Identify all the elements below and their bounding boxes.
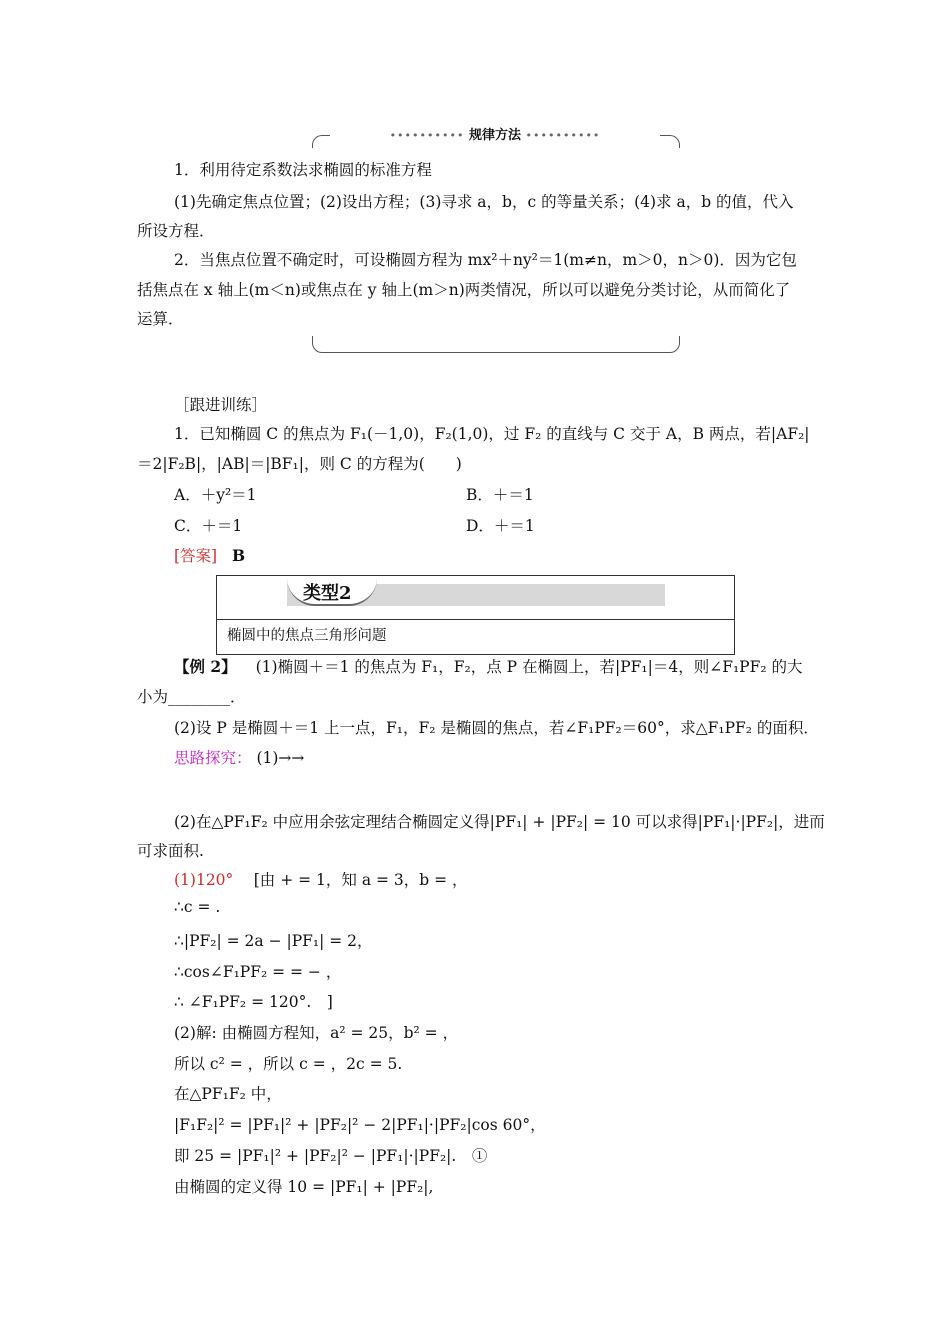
example-label: 【例 2】 [174, 657, 237, 676]
method-line-3: 所设方程． [137, 222, 215, 240]
option-a: A．＋y²＝1 [174, 486, 257, 504]
solution-answer: (1)120° [174, 871, 234, 889]
hint-value: (1)→→ [256, 749, 305, 767]
solution-line-1 [174, 868, 468, 890]
solution-line-4: ∴cos∠F₁PF₂ = = − ， [174, 963, 342, 981]
method-box-bottom-frame [312, 336, 680, 353]
method-line-1: 1．利用待定系数法求椭圆的标准方程 [174, 161, 432, 179]
solution-line-11: 由椭圆的定义得 10 = |PF₁| + |PF₂|, [174, 1178, 434, 1196]
option-b: B．＋＝1 [466, 486, 534, 504]
example-line-2: 小为________． [137, 688, 246, 706]
type-2-tab-label: 类型2 [303, 583, 352, 604]
method-line-6: 运算． [137, 310, 184, 328]
solution-line-10: 即 25 = |PF₁|² + |PF₂|² − |PF₁|·|PF₂|. ① [174, 1147, 488, 1165]
solution-line-9: |F₁F₂|² = |PF₁|² + |PF₂|² − 2|PF₁|·|PF₂|cos 60°， [174, 1116, 546, 1134]
solution-line-7: 所以 c² = ，所以 c = ，2c = 5. [174, 1055, 403, 1073]
solution-line-3: ∴|PF₂| = 2a − |PF₁| = 2， [174, 932, 373, 950]
type-2-divider [217, 619, 734, 620]
practice-q1-line2: ＝2|F₂B|，|AB|＝|BF₁|，则 C 的方程为( ) [137, 455, 462, 473]
method-box-title-text: 规律方法 [468, 128, 521, 143]
solution-line-5: ∴ ∠F₁PF₂ = 120°. ] [174, 993, 333, 1011]
method-line-2: (1)先确定焦点位置；(2)设出方程；(3)寻求 a，b，c 的等量关系；(4)求 a，b 的值，代入 [174, 193, 794, 211]
title-dots-right: •••••••••• [525, 129, 601, 142]
solution-line-8: 在△PF₁F₂ 中， [174, 1085, 282, 1103]
practice-header: ［跟进训练］ [174, 396, 268, 414]
type-2-box [216, 575, 735, 655]
example-line-5: 可求面积. [137, 842, 204, 860]
hint-label: 思路探究： [174, 749, 252, 767]
example-line-1-text: (1)椭圆＋＝1 的焦点为 F₁，F₂，点 P 在椭圆上，若|PF₁|＝4，则∠F₁PF₂ 的大 [255, 658, 803, 676]
method-line-4: 2．当焦点位置不确定时，可设椭圆方程为 mx²＋ny²＝1(m≠n，m＞0，n＞0)．因为它包 [174, 251, 797, 269]
solution-line-2: ∴c = . [174, 898, 221, 916]
type-2-subtitle: 椭圆中的焦点三角形问题 [227, 628, 387, 644]
answer-label: [答案] [174, 547, 218, 565]
solution-line-1-rest: [由 + = 1，知 a = 3，b = ， [238, 871, 468, 889]
solution-line-6: (2)解: 由椭圆方程知，a² = 25，b² = ， [174, 1024, 459, 1042]
example-line-3: (2)设 P 是椭圆＋＝1 上一点，F₁，F₂ 是椭圆的焦点，若∠F₁PF₂＝60°，求△F₁PF₂ 的面积． [174, 719, 819, 737]
method-box-title [330, 126, 660, 146]
option-d: D．＋＝1 [466, 517, 535, 535]
example-line-1 [174, 655, 803, 677]
option-c: C．＋＝1 [174, 517, 243, 535]
hint-line [174, 746, 304, 768]
title-dots-left: •••••••••• [389, 129, 465, 142]
example-line-4: (2)在△PF₁F₂ 中应用余弦定理结合椭圆定义得|PF₁| + |PF₂| = 10 可以求得|PF₁|·|PF₂|，进而 [174, 813, 825, 831]
answer-value: B [232, 546, 246, 565]
method-line-5: 括焦点在 x 轴上(m＜n)或焦点在 y 轴上(m＞n)两类情况，所以可以避免分类讨论，从而简化了 [137, 281, 791, 299]
practice-q1-line1: 1．已知椭圆 C 的焦点为 F₁(－1,0)，F₂(1,0)，过 F₂ 的直线与 C 交于 A，B 两点，若|AF₂| [174, 425, 810, 443]
answer-line [174, 544, 245, 566]
